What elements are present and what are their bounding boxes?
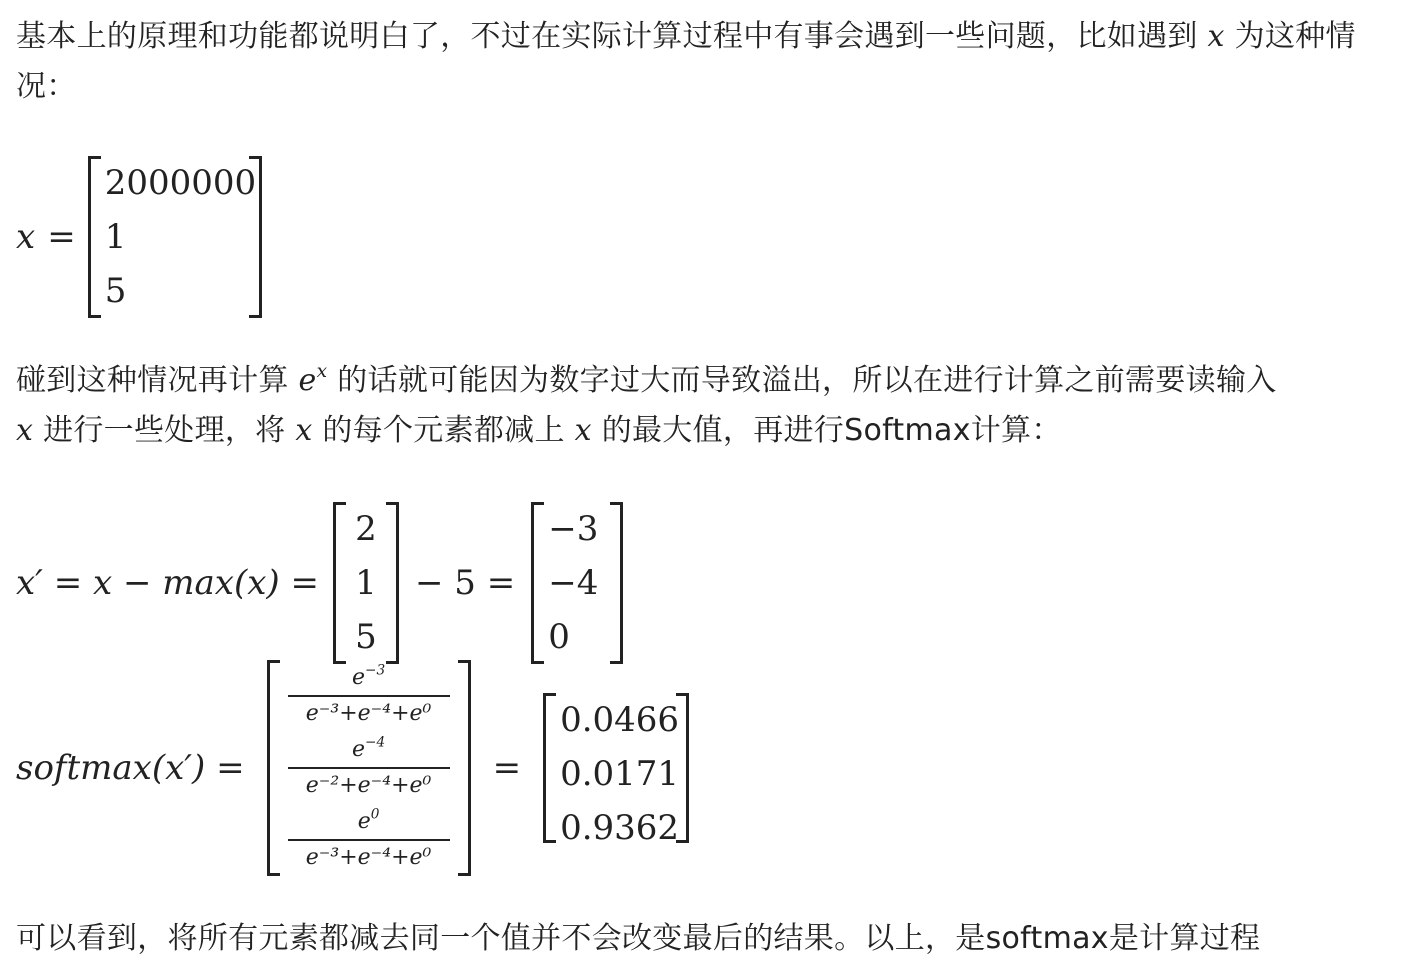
vector-x (88, 156, 262, 318)
equation-softmax (16, 660, 689, 876)
right-bracket (249, 156, 262, 318)
left-bracket (333, 502, 346, 664)
vector-cell: 5 (104, 271, 127, 311)
fraction-numerator-power: 0 (370, 806, 380, 823)
math-exp-base: e (298, 363, 317, 398)
math-exp-power: x (316, 360, 328, 382)
vector-shifted (531, 502, 623, 664)
vector-cell: 2 (355, 509, 377, 549)
minus-five-equals: − 5 = (414, 563, 516, 603)
left-bracket (267, 660, 280, 876)
vector-cell: −4 (548, 563, 599, 603)
intro-paragraph (16, 12, 1406, 112)
para2-text-e: 的最大值，再进行Softmax计算： (591, 413, 1062, 448)
right-bracket (458, 660, 471, 876)
fraction-numerator-base: e (352, 737, 366, 762)
fraction-bar (288, 767, 450, 769)
vector-cell: 0 (548, 617, 570, 657)
math-variable-x: x (295, 413, 313, 448)
para2-text-b: 的话就可能因为数字过大而导致溢出，所以在进行计算之前需要读输入 (327, 363, 1277, 398)
softmax-fraction (280, 732, 458, 804)
fraction-denominator: e⁻³+e⁻⁴+e⁰ (305, 845, 432, 870)
fraction-denominator: e⁻³+e⁻⁴+e⁰ (305, 701, 432, 726)
equals-sign: = (47, 217, 76, 257)
fraction-bar (288, 695, 450, 697)
equation-softmax-lhs: softmax(x′) = (16, 748, 245, 788)
equation-x-vector (16, 156, 262, 318)
right-bracket (676, 693, 689, 843)
right-bracket (386, 502, 399, 664)
left-bracket (531, 502, 544, 664)
softmax-fraction (280, 804, 458, 876)
conclusion-paragraph (16, 914, 1406, 964)
vector-cell: 1 (355, 563, 377, 603)
conclusion-text: 可以看到，将所有元素都减去同一个值并不会改变最后的结果。以上，是softmax是计算过程 (16, 921, 1261, 956)
vector-cell: 1 (104, 217, 127, 257)
vector-cell: −3 (548, 509, 599, 549)
vector-cell: 2000000 (104, 163, 257, 203)
para2-text-c: 进行一些处理，将 (33, 413, 296, 448)
result-cell: 0.9362 (560, 808, 680, 848)
left-bracket (88, 156, 101, 318)
para2-text-d: 的每个元素都减上 (312, 413, 575, 448)
para2-text-a: 碰到这种情况再计算 (16, 363, 299, 398)
left-bracket (543, 693, 556, 843)
overflow-paragraph (16, 356, 1406, 456)
vector-input (333, 502, 399, 664)
right-bracket (610, 502, 623, 664)
softmax-fraction (280, 660, 458, 732)
math-variable-x: x (16, 413, 34, 448)
fraction-denominator: e⁻²+e⁻⁴+e⁰ (305, 773, 432, 798)
intro-text-start: 基本上的原理和功能都说明白了，不过在实际计算过程中有事会遇到一些问题，比如遇到 (16, 19, 1208, 54)
math-variable-x: x (574, 413, 592, 448)
equation-shift-lhs: x′ = x − max(x) = (16, 563, 319, 603)
softmax-result-vector (543, 693, 689, 848)
fraction-bar (288, 839, 450, 841)
equation-lhs-x: x (16, 217, 36, 257)
equals-sign: = (492, 748, 522, 788)
fraction-numerator-power: −3 (365, 662, 386, 679)
intro-text-end: 为这种情况： (16, 19, 1356, 104)
fraction-numerator-power: −4 (365, 734, 386, 751)
fraction-numerator-base: e (352, 665, 366, 690)
result-cell: 0.0171 (560, 754, 680, 794)
vector-cell: 5 (355, 617, 377, 657)
equation-shift (16, 502, 623, 664)
result-cell: 0.0466 (560, 700, 680, 740)
fraction-numerator-base: e (357, 809, 371, 834)
math-variable-x: x (1207, 19, 1225, 54)
fraction-vector (267, 660, 471, 876)
